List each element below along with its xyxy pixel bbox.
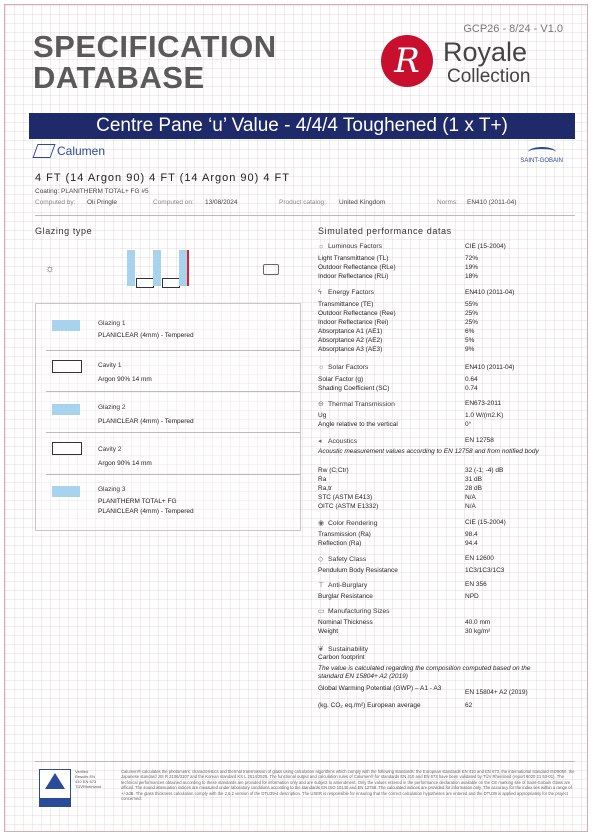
- row-label: Nominal Thickness: [318, 619, 373, 626]
- row-label: Absorptance A3 (AE3): [318, 346, 383, 353]
- computed-on-key: Computed on:: [153, 199, 194, 206]
- sustainability-note: The value is calculated regarding the composition computed based on the standard EN 15804+ A2 (2019): [318, 665, 531, 680]
- layer-name: Cavity 2: [98, 446, 122, 453]
- row-value: N/A: [465, 494, 476, 501]
- glazing-2-pane: [153, 250, 161, 286]
- spec-sheet: [4, 4, 588, 832]
- logo-brand-collection: Collection: [447, 66, 531, 87]
- footer-divider: [35, 761, 575, 762]
- layers-panel: [35, 303, 301, 531]
- layer-desc: Argon 90% 14 mm: [98, 376, 152, 383]
- tuv-badge: [39, 769, 71, 807]
- group-header: ⊖ Thermal Transmission: [318, 401, 395, 408]
- meta-row: [35, 199, 575, 211]
- cavity-swatch: [52, 360, 82, 373]
- group-header: ϟ Energy Factors: [318, 289, 375, 296]
- group-standard: EN673-2011: [465, 400, 502, 407]
- layer-name: Glazing 1: [98, 320, 126, 327]
- row-label: Absorptance A1 (AE1): [318, 328, 383, 335]
- group-standard: EN410 (2011-04): [465, 289, 515, 296]
- group-standard: EN 12600: [465, 555, 494, 562]
- row-label: Ra,tr: [318, 485, 333, 492]
- layer-desc: Argon 90% 14 mm: [98, 460, 152, 467]
- norms-value: EN410 (2011-04): [467, 199, 517, 206]
- glass-swatch: [52, 486, 80, 497]
- saint-gobain-logo: [520, 147, 563, 164]
- row-label: Outdoor Reflectance (RLe): [318, 264, 396, 271]
- row-value: 28 dB: [465, 485, 482, 492]
- row-label: OITC (ASTM E1332): [318, 503, 379, 510]
- row-label: Light Transmittance (TL): [318, 255, 389, 262]
- logo-brand-royale: Royale: [443, 37, 528, 67]
- row-value: 30 kg/m²: [465, 628, 491, 635]
- row-label: Rw (C;Ctr): [318, 467, 349, 474]
- row-label: Ra: [318, 476, 327, 483]
- row-label: Absorptance A2 (AE2): [318, 337, 383, 344]
- row-label: Burglar Resistance: [318, 593, 373, 600]
- row-value: 18%: [465, 273, 479, 280]
- row-label: Transmittance (TE): [318, 301, 374, 308]
- row-label: Indoor Reflectance (RLi): [318, 273, 389, 280]
- glazing-type-title: Glazing type: [35, 226, 93, 236]
- row-value: 0.64: [465, 376, 478, 383]
- tuv-triangle-icon: [45, 773, 65, 789]
- row-value: N/A: [465, 503, 476, 510]
- gwp-units-label: (kg. CO₂ eq./m²) European average: [318, 702, 421, 709]
- version-label: GCP26 - 8/24 - V1.0: [463, 23, 563, 35]
- row-value: 32 (-1; -4) dB: [465, 467, 504, 474]
- row-value: 25%: [465, 319, 479, 326]
- disclaimer-text: Calumen® calculates the photometric characteristics and thermal transmission of glass using calculation algorithms which comply with the following standards: the European standards EN 410 and EN 673, the international standard ISO9050, the Japanese standard JIS R 3106/3107 and the Korean standard KS L 2514/2525. The functional output and calculation rules of Calumen® for standards EN 410 and EN 673 have been validated by TÜV Rheinland (report 9020 21 53-01). The technical performances obtained according to these standards are provided for information only and are subject to amendment. Only the values entered in the performance declaration available on the CE marking site of Saint-Gobain Glass are official. The sound attenuation indices are measured under laboratory conditions according to the standards EN ISO 10140 and EN 12758. The calculated indices are provided for information only. The accuracy for the index lies within a range of +/-2dB. The glass thickness calculation comply with the 2,6,2 version of the DTU39-4 description. The USER is responsible for ensuring that the correct calculation hypotheses are entered and the DTU39 is applied appropriately for the project concerned.: [121, 769, 575, 802]
- group-standard: CIE (15-2004): [465, 519, 506, 526]
- row-value: 98.4: [465, 531, 478, 538]
- row-value: 0.74: [465, 385, 478, 392]
- group-standard: EN 12758: [465, 437, 494, 444]
- calumen-icon: [32, 144, 55, 158]
- coating-line: [187, 250, 189, 286]
- sofa-icon: [263, 264, 279, 275]
- cavity-2-pane: [162, 278, 180, 288]
- group-standard: CIE (15-2004): [465, 243, 506, 250]
- title-line-1: SPECIFICATION: [33, 29, 277, 64]
- computed-by-value: Oli Pringle: [87, 199, 117, 206]
- row-value: 1C3/1C3/1C3: [465, 567, 505, 574]
- row-label: Ug: [318, 412, 327, 419]
- saint-gobain-arc-icon: [528, 147, 556, 157]
- group-header: ◇ Safety Class: [318, 556, 367, 563]
- layer-divider: [46, 474, 300, 475]
- leaf-icon: ❦: [318, 646, 324, 653]
- sun-icon: ☼: [318, 364, 325, 371]
- carbon-footprint-label: Carbon footprint: [318, 654, 365, 661]
- row-label: Weight: [318, 628, 339, 635]
- gwp-value: 62: [465, 702, 473, 709]
- row-value: 6%: [465, 328, 475, 335]
- layer-divider: [46, 391, 300, 392]
- group-header: ◉ Color Rendering: [318, 520, 378, 527]
- acoustics-note: Acoustic measurement values according to EN 12758 and from notified body: [318, 448, 539, 455]
- glazing-3-pane: [179, 250, 187, 286]
- shield-icon: ◇: [318, 556, 324, 563]
- product-banner: Centre Pane ‘u’ Value - 4/4/4 Toughened (1 x T+): [29, 113, 575, 139]
- group-header: ☼ Luminous Factors: [318, 243, 383, 250]
- row-value: 19%: [465, 264, 479, 271]
- calumen-label: Calumen: [57, 144, 106, 158]
- gwp-standard: EN 15804+ A2 (2019): [465, 689, 528, 696]
- layer-desc: PLANITHERM TOTAL+ FG: [98, 498, 177, 505]
- coating-label: Coating: PLANITHERM TOTAL+ FG #5: [35, 188, 149, 195]
- computed-on-value: 13/08/2024: [205, 199, 238, 206]
- norms-key: Norms:: [437, 199, 458, 206]
- palette-icon: ◉: [318, 520, 325, 527]
- row-label: Angle relative to the vertical: [318, 421, 398, 428]
- row-value: 9%: [465, 346, 475, 353]
- gwp-label: Global Warming Potential (GWP) – A1 - A3: [318, 685, 442, 692]
- layer-divider: [46, 350, 300, 351]
- layer-name: Glazing 3: [98, 486, 126, 493]
- glazing-configuration: 4 FT (14 Argon 90) 4 FT (14 Argon 90) 4 FT: [35, 172, 290, 184]
- royale-logo-icon: R: [381, 35, 433, 87]
- title-line-2: DATABASE: [33, 60, 205, 95]
- row-value: 1.0 W/(m2.K): [465, 412, 504, 419]
- bolt-icon: ϟ: [318, 289, 322, 296]
- row-value: NPD: [465, 593, 479, 600]
- computed-by-key: Computed by:: [35, 199, 76, 206]
- speaker-icon: ◂: [318, 438, 322, 445]
- layer-name: Cavity 1: [98, 362, 122, 369]
- layer-desc-2: PLANICLEAR (4mm) - Tempered: [98, 508, 194, 515]
- royale-collection-logo: [381, 35, 571, 97]
- tuv-bar: [40, 798, 70, 806]
- sun-icon: ☼: [318, 243, 325, 250]
- row-label: Solar Factor (g): [318, 376, 364, 383]
- row-label: Pendulum Body Resistance: [318, 567, 398, 574]
- sun-icon: ☼: [45, 263, 56, 275]
- row-label: Indoor Reflectance (Rei): [318, 319, 389, 326]
- layer-desc: PLANICLEAR (4mm) - Tempered: [98, 332, 194, 339]
- glazing-diagram: [35, 242, 297, 288]
- product-catalog-value: United Kingdom: [339, 199, 386, 206]
- tuv-text: Verified Results EN 410 EN 673 TÜVRheinland: [75, 769, 102, 789]
- group-standard: EN410 (2011-04): [465, 364, 515, 371]
- page-title: [33, 31, 277, 93]
- glass-swatch: [52, 404, 80, 415]
- row-value: 5%: [465, 337, 475, 344]
- group-header: ▭ Manufacturing Sizes: [318, 608, 390, 615]
- group-header: ☼ Solar Factors: [318, 364, 369, 371]
- glazing-1-pane: [127, 250, 135, 286]
- thermometer-icon: ⊖: [318, 401, 324, 408]
- product-catalog-key: Product catalog:: [279, 199, 326, 206]
- row-value: 25%: [465, 310, 479, 317]
- performance-title: Simulated performance datas: [318, 226, 452, 236]
- layer-name: Glazing 2: [98, 404, 126, 411]
- ruler-icon: ▭: [318, 608, 325, 615]
- cavity-swatch: [52, 442, 82, 455]
- calumen-logo: [35, 144, 105, 158]
- row-value: 94.4: [465, 540, 478, 547]
- cavity-1-pane: [136, 278, 154, 288]
- row-label: Transmission (Ra): [318, 531, 371, 538]
- row-value: 72%: [465, 255, 479, 262]
- row-value: 31 dB: [465, 476, 482, 483]
- row-label: Shading Coefficient (SC): [318, 385, 390, 392]
- layer-divider: [46, 432, 300, 433]
- row-label: Outdoor Reflectance (Ree): [318, 310, 396, 317]
- group-header: ⊤ Anti-Burglary: [318, 582, 368, 589]
- row-value: 0°: [465, 421, 472, 428]
- row-label: STC (ASTM E413): [318, 494, 373, 501]
- row-value: 40.0 mm: [465, 619, 491, 626]
- group-header: ❦ Sustainability: [318, 646, 369, 653]
- row-value: 55%: [465, 301, 479, 308]
- group-standard: EN 356: [465, 581, 487, 588]
- row-label: Reflection (Ra): [318, 540, 362, 547]
- hammer-icon: ⊤: [318, 582, 325, 589]
- layer-desc: PLANICLEAR (4mm) - Tempered: [98, 418, 194, 425]
- saint-gobain-label: SAINT-GOBAIN: [520, 158, 563, 164]
- group-header: ◂ Acoustics: [318, 438, 358, 445]
- glass-swatch: [52, 320, 80, 331]
- divider: [35, 215, 575, 216]
